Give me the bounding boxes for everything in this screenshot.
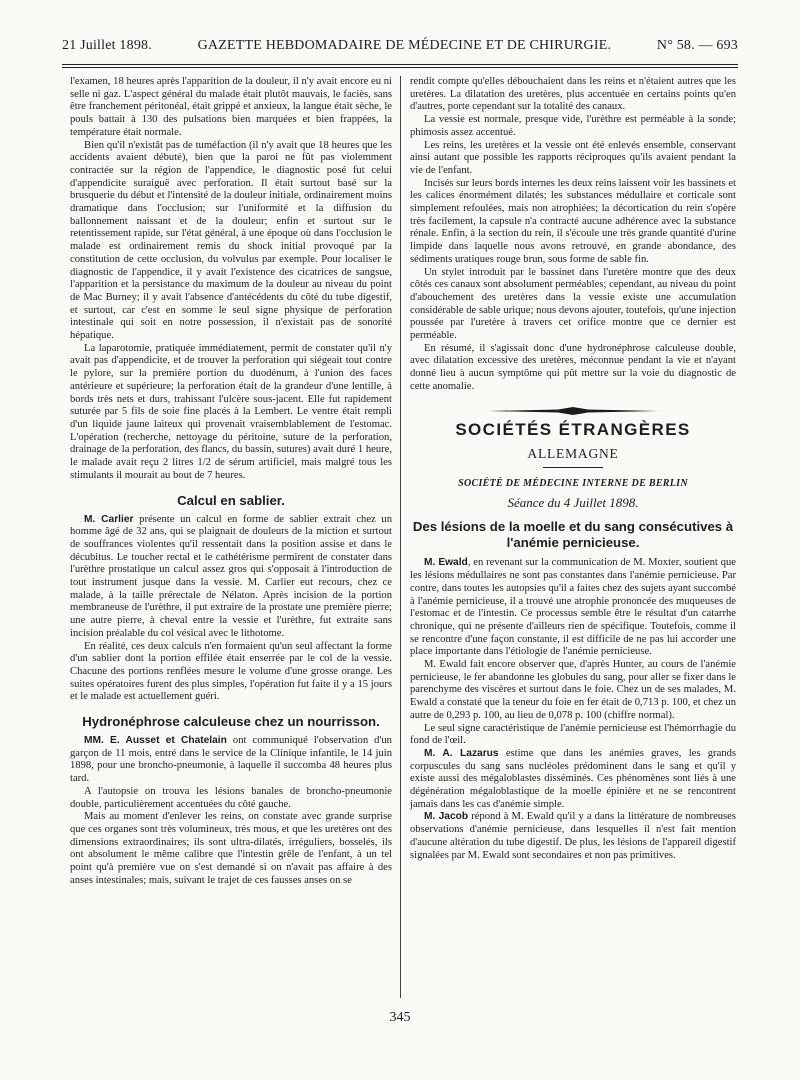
header-rule-thin [62,67,738,68]
header-date: 21 Juillet 1898. [62,38,152,53]
page-folio: 345 [389,1010,411,1025]
paragraph-text: ont communiqué l'observation d'un garçon de 11 mois, entré dans le service de la Clinique infantile, le 14 juin 1898, pour une broncho-pneumonie, à laquelle il succomba 48 heures plus tard. [70,735,392,785]
left-column [70,76,392,887]
short-rule [543,467,603,468]
header-journal-title: GAZETTE HEBDOMADAIRE DE MÉDECINE ET DE CHIRURGIE. [197,38,612,53]
right-column [410,76,736,862]
column-divider [400,76,401,998]
paragraph-text: estime que dans les anémies graves, les grands corpuscules du sang sans nucléoles prédominent dans le sang et qu'il y existe aussi des mégaloblastes disséminés. Ces phénomènes sont liés à une dégénération mégaloblastique de la moelle épinière et ne se rencontrent jamais dans les cas d'anémie simple. [410,747,736,810]
speaker-name: M. Jacob [424,811,469,823]
section-title-societes: SOCIÉTÉS ÉTRANGÈRES [455,419,691,439]
paragraph: Bien qu'il n'existât pas de tuméfaction (il n'y avait que 18 heures que les accidents avaient débuté), bien que la paroi ne fût pas violemment contractée sur la région de l'appendice, le diagnostic posé fut celui d'appendicite suraiguë avec perforation. Il était surtout basé sur la brusquerie du début et l'intensité de la douleur initiale, ordinairement moins dramatique dans l'occlusion; sur l'uniformité et la diffusion du ballonnement naissant et de la douleur; enfin et surtout sur le retentissement rapide, sur l'état général, à une époque où dans l'occlusion le malade est ordinairement remis du shock initial provoqué par la constitution de cette occlusion, du volvulus par exemple. Pour localiser le diagnostic de l'appendice, il y avait l'existence des cicatrices de sangsue, l'apparition et la persistance du maximum de la douleur au niveau du point de Mac Burney; il y avait l'absence d'antécédents du côté du tube digestif, et surtout, car c'est en somme le seul signe physique de perforation intestinale qui soit en notre possession, il n'existait pas de sonorité hépatique. [70,139,392,342]
paragraph-text: présente un calcul en forme de sablier extrait chez un homme âgé de 32 ans, qui se plaignait de douleurs de la miction et surtout de souffrances violentes qu'il ressentait dans la position assise et dans le décubitus. Le toucher rectal et le cathétérisme permirent de constater dans l'urèthre prostatique un calcul assez gros qui s'opposait à l'introduction de tout instrument jusque dans la vessie. M. Carlier eut recours, chez ce malade, à la taille prérectale de Nélaton. Après incision de la portion membraneuse de l'urèthre, il put extraire de la prostate une première pierre; une autre pierre, à cheval entre la vessie et l'urèthre, fut extraite sans incision préalable du col vésical avec le lithotome. [70,513,392,639]
society-name: SOCIÉTÉ DE MÉDECINE INTERNE DE BERLIN [458,477,688,489]
paragraph: En réalité, ces deux calculs n'en formaient qu'un seul affectant la forme d'un sablier dont la portion effilée était enserrée par le col de la vessie. Chacune des portions renflées mesure le volume d'une grosse orange. Les suites opératoires furent des plus simples, l'opération fut faite il y a 15 jours et le malade est actuellement guéri. [70,640,392,703]
session-date: Séance du 4 Juillet 1898. [507,494,639,510]
paragraph: l'examen, 18 heures après l'apparition de la douleur, il n'y avait encore eu ni selle ni gaz. L'aspect général du malade était plutôt mauvais, le faciès, sans être franchement péritonéal, était grippé et anxieux, la langue était sèche, le pouls battait à 130 des pulsations bien marquées et bien frappées, la température était normale. [70,76,392,138]
paragraph [70,735,392,786]
paragraph-text: répond à M. Ewald qu'il y a dans la littérature de nombreuses observations d'anémie pernicieuse, dans lesquelles il n'est fait mention d'aucune altération du tube digestif. De plus, les lésions de l'appareil digestif signalées par M. Ewald sont secondaires et non pas primitives. [410,811,737,861]
paragraph: Incisés sur leurs bords internes les deux reins laissent voir les bassinets et les calices énormément dilatés; les substances médullaire et corticale sont simplement refoulées, mais non atrophiées; la décortication du rein s'opère très facilement, la capsule n'a contracté aucune adhérence avec la substance rénale. Enfin, à la section du rein, il s'écoule une très grande quantité d'urine limpide dans laquelle nous avons retrouvé, en grande abondance, des sédiments uratiques rouge brun, sous forme de sable fin. [410,177,736,265]
header-page-number: N° 58. — 693 [656,38,738,53]
paragraph: En résumé, il s'agissait donc d'une hydronéphrose calculeuse double, avec dilatation excessive des uretères, méconnue pendant la vie et n'ayant donné lieu à aucun symptôme qui pût mettre sur la voie du diagnostic de cette anomalie. [410,342,736,392]
paragraph [410,811,736,862]
section-heading-hydronephrose: Hydronéphrose calculeuse chez un nourrisson. [82,714,380,730]
paragraph: La vessie est normale, presque vide, l'urèthre est perméable à la sonde; phimosis assez accentué. [410,114,736,138]
paragraph [70,514,392,641]
running-header [62,38,738,60]
paragraph: Un stylet introduit par le bassinet dans l'uretère montre que des deux côtés ces canaux sont absolument perméables; cependant, au niveau du point d'abouchement des uretères dans la vessie existe une accumulation considérable de sable urique; nous devons ajouter, toutefois, qu'une injection poussée par l'uretère à travers cet orifice montre que ce dernier est perméable. [410,266,736,342]
paragraph [410,748,736,812]
paragraph: rendit compte qu'elles débouchaient dans les reins et n'étaient autres que les uretères. La dilatation des uretères, plus accentuée en certains points qu'en d'autres, porte cependant sur la totalité des canaux. [410,76,736,113]
paragraph: Les reins, les uretères et la vessie ont été enlevés ensemble, conservant ainsi autant que possible les rapports réciproques qu'ils avaient pendant la vie de l'enfant. [410,139,736,176]
header-rule [62,64,738,65]
paragraph: La laparotomie, pratiquée immédiatement, permit de constater qu'il n'y avait pas d'appendicite, et de trouver la perforation qui siégeait tout contre le pylore, sur la première portion du duodénum, à l'union des faces antérieure et supérieure; la perforation était de la grandeur d'une lentille, à bords très nets et durs, trahissant l'ulcère sous-jacent. Elle fut rapidement suturée par 5 fils de soie fine placés à la Lembert. Le ventre était rempli d'un liquide jaune laiteux qui provenait vraisemblablement de l'estomac. L'opération (recherche, nettoyage du péritoine, suture de la perforation, drainage de la perforation, des flancs, du bassin, sutures) avait duré 1 heure, le malade avait reçu 2 litres 1/2 de sérum artificiel, mais malgré tous les stimulants il mourait au bout de 7 heures. [70,342,392,481]
speaker-name: M. Carlier [84,513,134,525]
section-heading-calcul: Calcul en sablier. [177,492,285,508]
paragraph [410,557,736,659]
paragraph: M. Ewald fait encore observer que, d'après Hunter, au cours de l'anémie pernicieuse, le fer abandonne les globules du sang, pour aller se fixer dans le parenchyme des viscères et surtout dans le foie. Chez un de ses malades, M. Ewald a constaté que la teneur du foie en fer était de 0,713 p. 100, et chez un autre de 0,293 p. 100, au lieu de 0,078 p. 100 (chiffre normal). [410,659,736,721]
paragraph-text: , en revenant sur la communication de M. Moxter, soutient que les lésions médullaires ne sont pas constantes dans l'anémie pernicieuse. Par contre, dans toutes les autopsies qu'il a faites chez des sujets ayant succombé à l'anémie pernicieuse, il a trouvé une atrophie prononcée des muqueuses de l'estomac et de l'intestin. Ce processus semble être le résultat d'un catarrhe chronique, qui ne présente d'ailleurs rien de spécifique. Toutefois, comme il se rencontre d'une façon constante, il est difficile de ne pas lui accorder une place importante dans l'étiologie de l'anémie pernicieuse. [410,557,736,658]
ornament-divider [488,406,658,416]
speaker-name: M. A. Lazarus [424,747,499,759]
speaker-name: MM. E. Ausset et Chatelain [84,735,227,747]
country-heading: ALLEMAGNE [527,446,619,462]
paragraph: Mais au moment d'enlever les reins, on constate avec grande surprise que ces organes sont très volumineux, très mous, et que les uretères ont des dimensions extraordinaires; ils sont ultra-dilatés, irréguliers, bosselés, ils ont absolument le même calibre que l'intestin grêle de l'enfant, à un tel point qu'à première vue on s'est demandé si on n'avait pas affaire à des anses intestinales; mais, suivant le trajet de ces fausses anses on se [70,811,392,886]
paragraph: Le seul signe caractéristique de l'anémie pernicieuse est l'hémorrhagie du fond de l'œil. [410,722,736,747]
article-heading-lesions: Des lésions de la moelle et du sang consécutives à l'anémie pernicieuse. [412,519,734,551]
paragraph: A l'autopsie on trouva les lésions banales de broncho-pneumonie double, particulièrement accentuées du côté gauche. [70,785,392,810]
speaker-name: M. Ewald [424,557,468,569]
